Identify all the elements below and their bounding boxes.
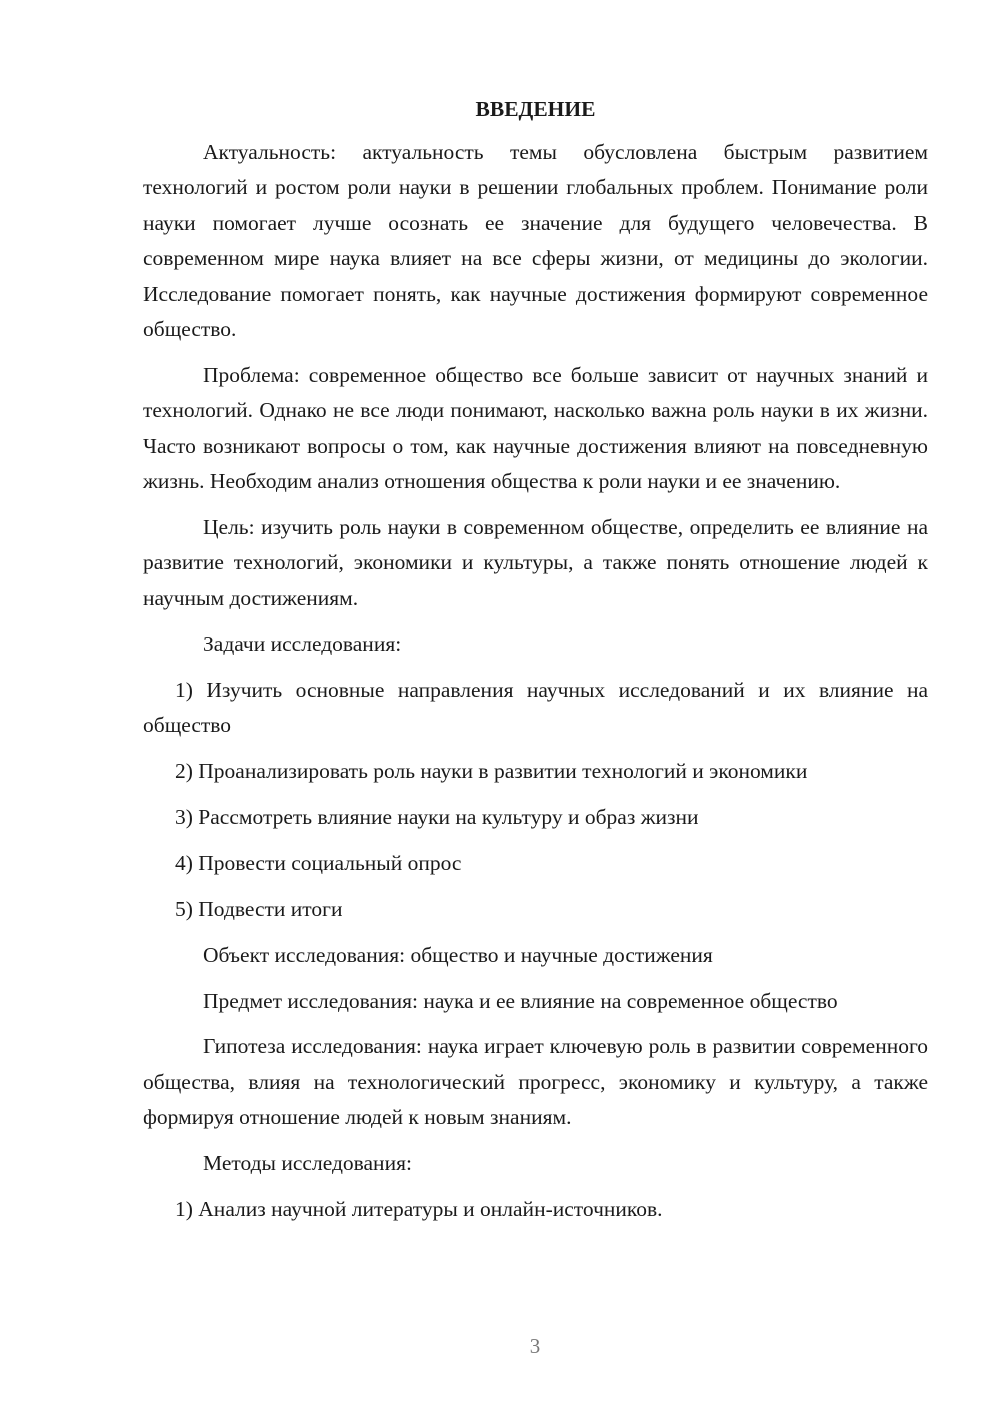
object-paragraph: Объект исследования: общество и научные достижения xyxy=(203,942,713,967)
task-item: 4) Провести социальный опрос xyxy=(175,850,462,875)
task-item: 2) Проанализировать роль науки в развитии технологий и экономики xyxy=(175,759,808,783)
methods-title: Методы исследования: xyxy=(203,1151,412,1176)
section-heading: ВВЕДЕНИЕ xyxy=(475,97,596,121)
goal-paragraph: Цель: изучить роль науки в современном обществе, определить ее влияние на развитие технологий, экономики и культуры, а также понять отношение людей к научным достижениям. xyxy=(143,515,928,610)
task-item: 1) Изучить основные направления научных исследований и их влияние на общество xyxy=(143,677,928,738)
subject-paragraph: Предмет исследования: наука и ее влияние на современное общество xyxy=(203,988,838,1013)
method-item: 1) Анализ научной литературы и онлайн-источников. xyxy=(175,1197,663,1222)
tasks-title: Задачи исследования: xyxy=(203,631,402,656)
problem-paragraph: Проблема: современное общество все больше зависит от научных знаний и технологий. Однако не все люди понимают, насколько важна роль науки в их жизни. Часто возникают вопросы о том, как научные достижения влияют на повседневную жизнь. Необходим анализ отношения общества к роли науки и ее значению. xyxy=(143,362,928,494)
task-item: 5) Подвести итоги xyxy=(175,896,343,921)
relevance-paragraph: Актуальность: актуальность темы обусловлена быстрым развитием технологий и ростом роли науки в решении глобальных проблем. Понимание роли науки помогает лучше осознать ее значение для будущего человечества. В современном мире наука влияет на все сферы жизни, от медицины до экологии. Исследование помогает понять, как научные достижения формируют современное общество. xyxy=(143,140,928,342)
page-number: 3 xyxy=(529,1334,541,1358)
task-item: 3) Рассмотреть влияние науки на культуру и образ жизни xyxy=(175,804,699,829)
hypothesis-paragraph: Гипотеза исследования: наука играет ключевую роль в развитии современного общества, влияя на технологический прогресс, экономику и культуру, а также формируя отношение людей к новым знаниям. xyxy=(143,1034,928,1130)
document-page xyxy=(143,94,928,1238)
